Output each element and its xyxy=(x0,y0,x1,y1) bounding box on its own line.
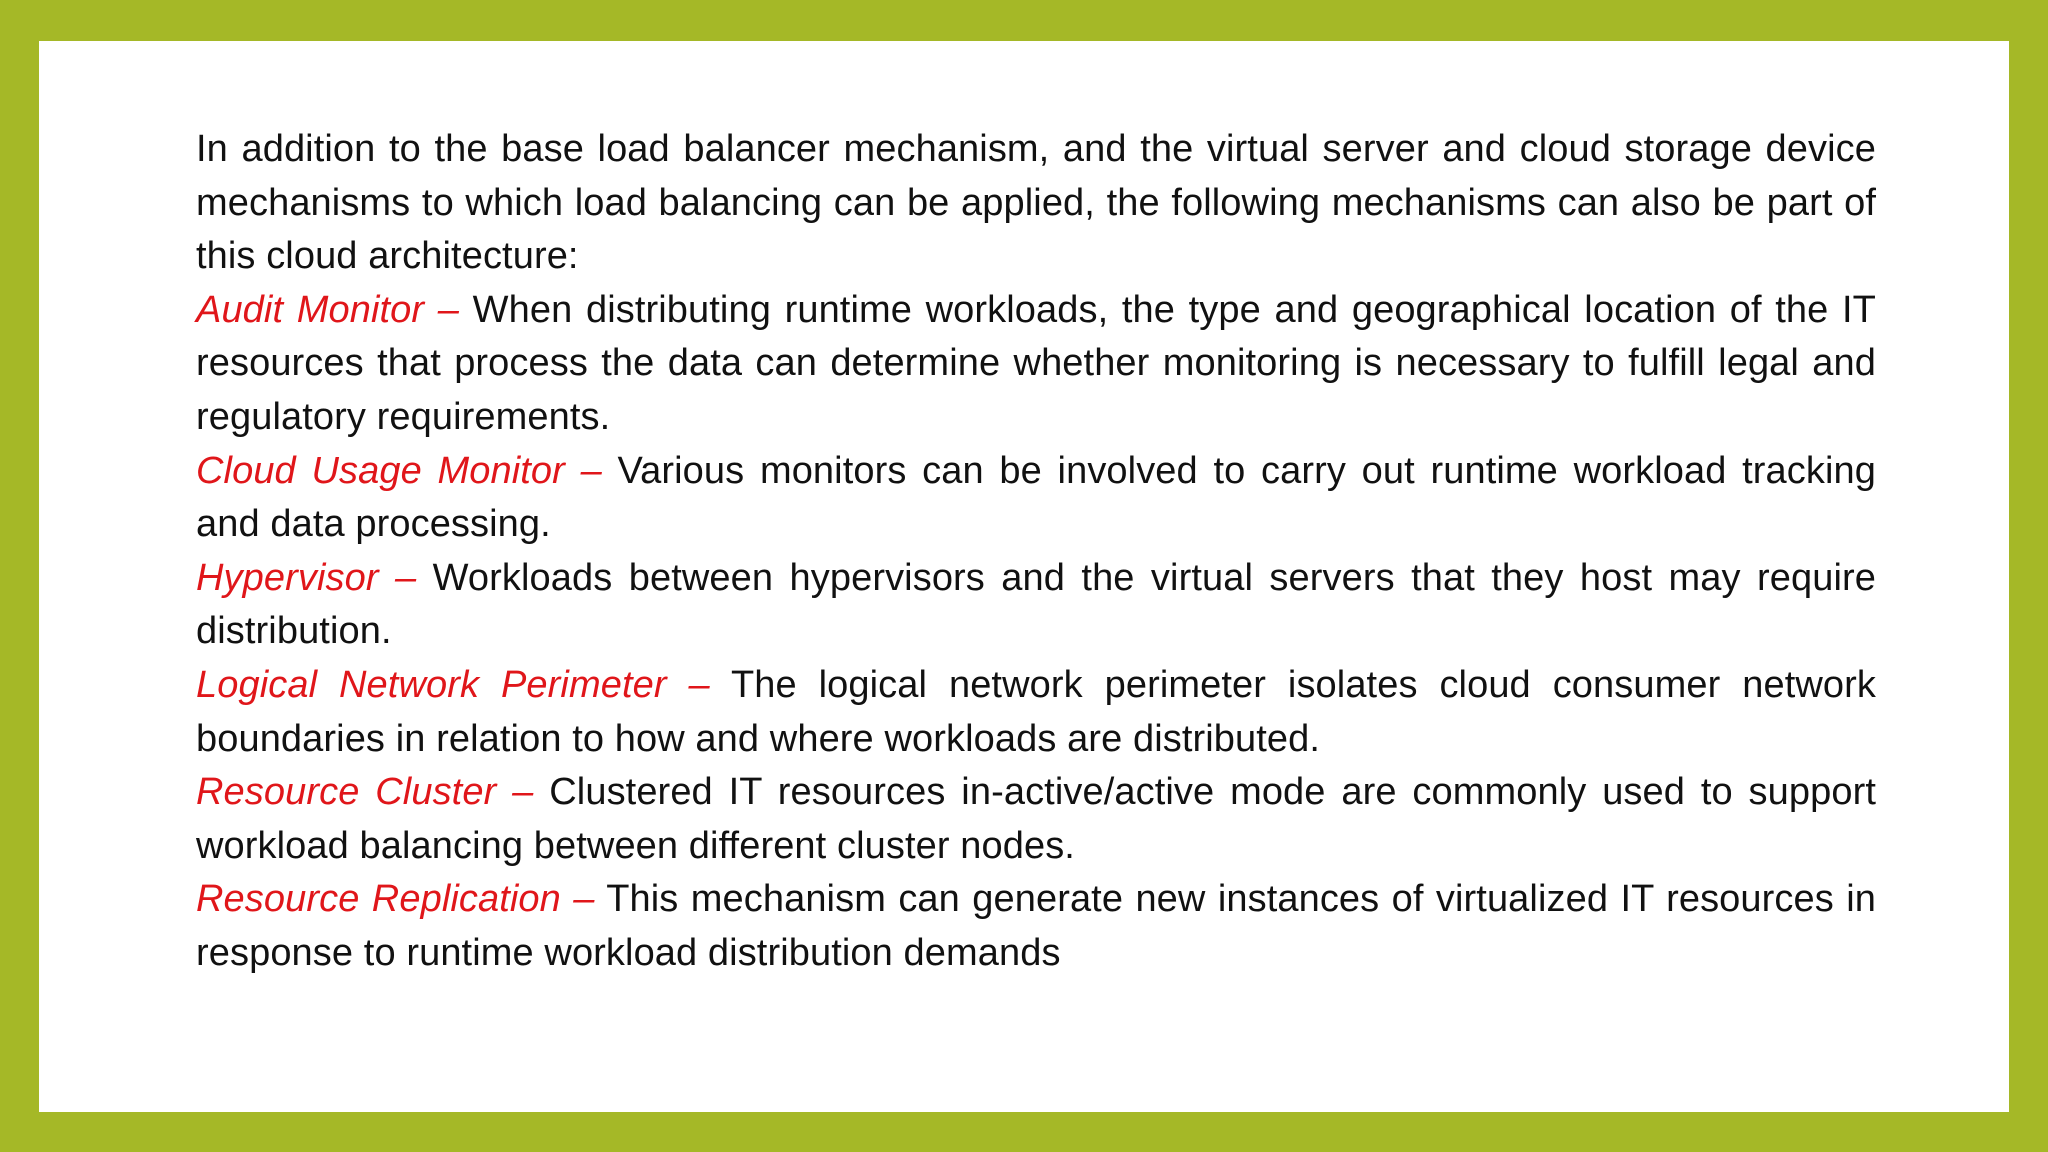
mechanism-item xyxy=(196,873,1876,980)
mechanism-description: This mechanism can generate new instances of virtualized IT resources in response to runtime workload distribution demands xyxy=(196,878,1876,974)
mechanism-item xyxy=(196,659,1876,766)
mechanism-term: Cloud Usage Monitor – xyxy=(196,449,602,492)
mechanism-item xyxy=(196,284,1876,445)
mechanism-term: Logical Network Perimeter – xyxy=(196,663,710,706)
mechanism-description: When distributing runtime workloads, the type and geographical location of the IT resources that process the data can determine whether monitoring is necessary to fulfill legal and regulatory requirements. xyxy=(196,288,1876,438)
slide-canvas xyxy=(39,41,2009,1112)
mechanism-description: Clustered IT resources in-active/active mode are commonly used to support workload balancing between different cluster nodes. xyxy=(196,771,1877,867)
mechanism-item xyxy=(196,552,1876,659)
mechanism-item xyxy=(196,445,1876,552)
mechanism-term: Resource Replication – xyxy=(196,878,595,921)
mechanism-term: Resource Cluster – xyxy=(196,771,534,814)
intro-paragraph: In addition to the base load balancer mechanism, and the virtual server and cloud storage device mechanisms to which load balancing can be applied, the following mechanisms can also be part of this cloud architecture: xyxy=(196,128,1876,278)
mechanism-description: Various monitors can be involved to carry out runtime workload tracking and data processing. xyxy=(196,449,1876,546)
mechanism-term: Audit Monitor – xyxy=(196,288,460,331)
mechanism-description: The logical network perimeter isolates cloud consumer network boundaries in relation to how and where workloads are distributed. xyxy=(196,663,1876,760)
slide-body xyxy=(196,123,1876,981)
mechanism-description: Workloads between hypervisors and the virtual servers that they host may require distribution. xyxy=(196,556,1876,653)
mechanism-item xyxy=(196,766,1876,873)
mechanism-term: Hypervisor – xyxy=(196,556,417,599)
